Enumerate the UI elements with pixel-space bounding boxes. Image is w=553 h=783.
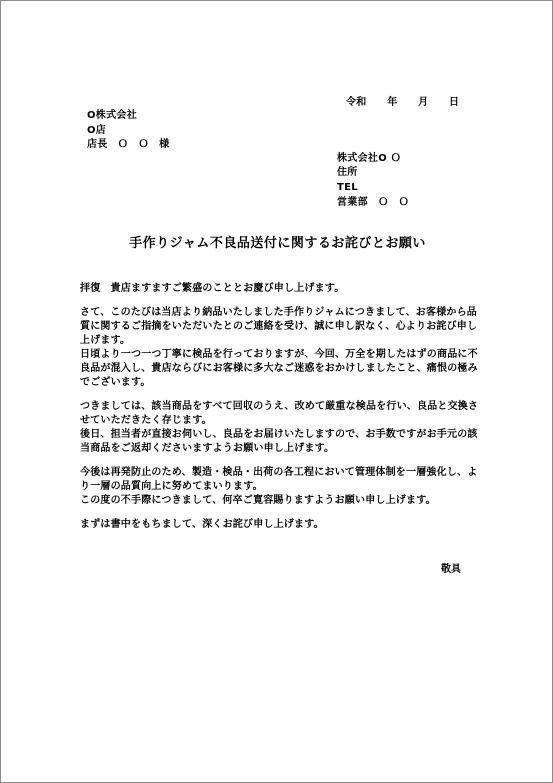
cause-paragraph: 日頃より一つ一つ丁寧に検品を行っておりますが、今回、万全を期したはずの商品に不良品が混入し、貴店ならびにお客様に多大なご迷惑をおかけしましたこと、痛恨の極みでございます。 — [80, 349, 478, 388]
closing-remark: 敬具 — [441, 564, 461, 575]
final-apology-paragraph: まずは書中をもちまして、深くお詫び申し上げます。 — [80, 519, 324, 530]
greeting-paragraph: 拝復 貴店ますますご繁盛のこととお慶び申し上げます。 — [80, 283, 345, 294]
sender-department: 営業部 Ｏ Ｏ — [337, 197, 410, 208]
letter-date: 令和 年 月 日 — [346, 97, 460, 108]
sender-address: 住所 — [337, 167, 358, 178]
return-request-paragraph: 後日、担当者が直接お伺いし、良品をお届けいたしますので、お手数ですがお手元の該当商品をご返却くださいますようお願い申し上げます。 — [80, 429, 478, 454]
prevention-paragraph: 今後は再発防止のため、製造・検品・出荷の各工程において管理体制を一層強化し、より一層の品質向上に努めてまいります。 — [80, 467, 478, 492]
sender-tel: TEL — [337, 182, 358, 193]
recipient-company: O株式会社 — [87, 110, 138, 121]
sender-company: 株式会社O Ｏ — [337, 153, 402, 164]
recipient-name: 店長 Ｏ Ｏ 様 — [87, 139, 170, 150]
letter-title: 手作りジャム不良品送付に関するお詫びとお願い — [129, 236, 426, 251]
forgiveness-paragraph: この度の不手際につきまして、何卒ご寛容賜りますようお願い申し上げます。 — [80, 495, 436, 506]
apology-paragraph: さて、このたびは当店より納品いたしました手作りジャムにつきまして、お客様から品質に関するご指摘をいただいたとのご連絡を受け、誠に申し訳なく、心よりお詫び申し上げます。 — [80, 307, 478, 346]
recipient-store: O店 — [87, 125, 107, 136]
letter-body — [80, 282, 480, 532]
exchange-paragraph: つきましては、該当商品をすべて回収のうえ、改めて厳重な検品を行い、良品と交換させていただきたく存じます。 — [80, 401, 479, 426]
